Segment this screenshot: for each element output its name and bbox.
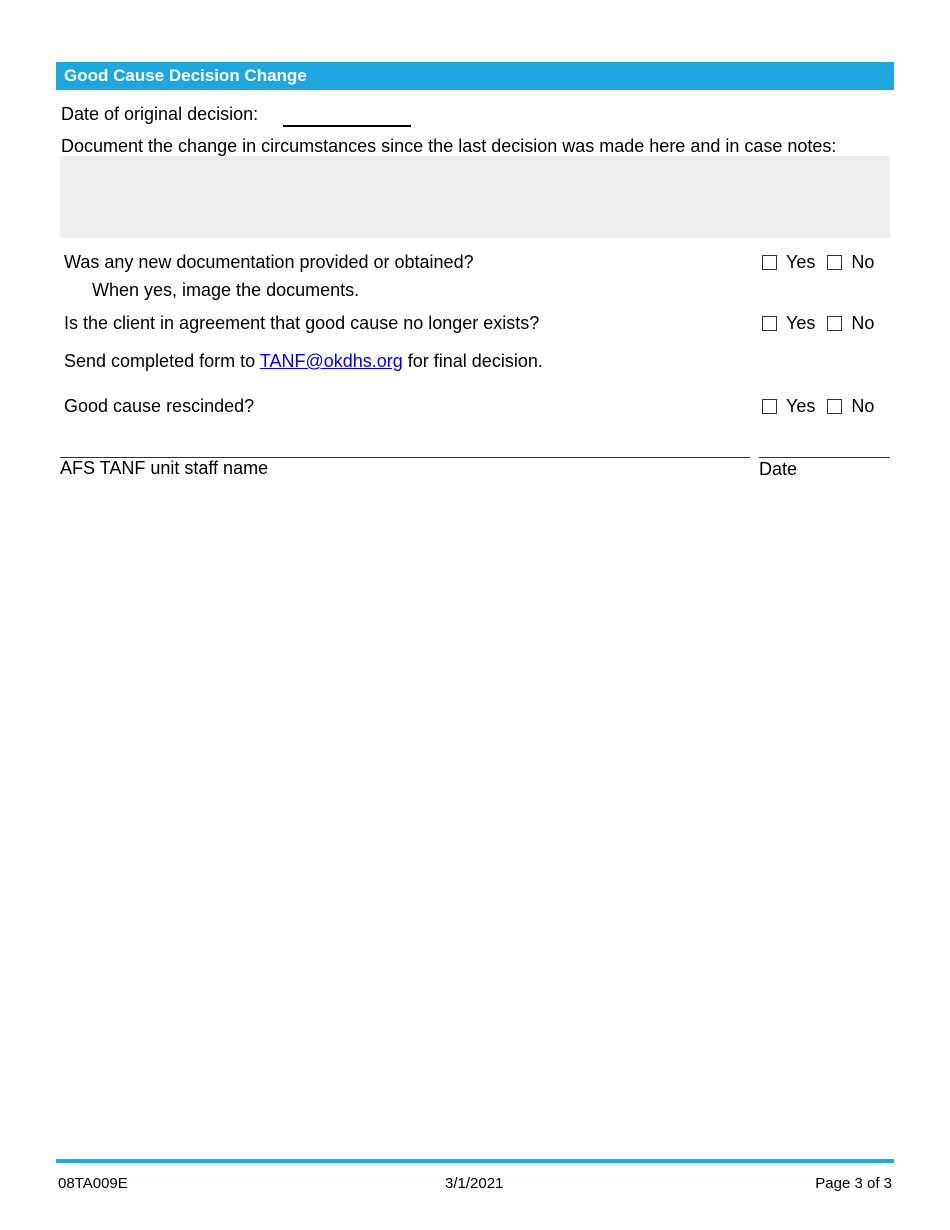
section-title: Good Cause Decision Change xyxy=(64,66,307,85)
section-header xyxy=(56,62,894,90)
no-checkbox[interactable] xyxy=(827,316,842,331)
staff-name-label: AFS TANF unit staff name xyxy=(60,458,269,478)
yes-label: Yes xyxy=(786,313,816,333)
question-good-cause-rescinded: Good cause rescinded? xyxy=(64,396,255,416)
no-checkbox[interactable] xyxy=(827,255,842,270)
yes-no-group-new-documentation xyxy=(762,251,874,273)
page-number: Page 3 of 3 xyxy=(815,1175,892,1192)
footer-rule xyxy=(56,1159,894,1163)
yes-checkbox[interactable] xyxy=(762,255,777,270)
change-doc-textarea[interactable] xyxy=(60,156,890,238)
change-doc-label: Document the change in circumstances since the last decision was made here and in case notes: xyxy=(61,136,837,156)
question-new-documentation-note: When yes, image the documents. xyxy=(92,280,360,300)
date-label: Date xyxy=(759,459,798,479)
revision-date: 3/1/2021 xyxy=(445,1175,504,1192)
no-checkbox[interactable] xyxy=(827,399,842,414)
no-label: No xyxy=(851,396,875,416)
original-decision-date-field[interactable] xyxy=(283,125,411,127)
send-instruction xyxy=(64,350,543,372)
send-prefix: Send completed form to xyxy=(64,351,260,371)
form-number: 08TA009E xyxy=(58,1175,128,1192)
original-decision-label: Date of original decision: xyxy=(61,104,259,124)
question-client-agreement: Is the client in agreement that good cause no longer exists? xyxy=(64,313,540,333)
yes-no-group-good-cause-rescinded xyxy=(762,395,874,417)
yes-label: Yes xyxy=(786,252,816,272)
no-label: No xyxy=(851,252,875,272)
question-new-documentation: Was any new documentation provided or obtained? xyxy=(64,252,474,272)
yes-no-group-client-agreement xyxy=(762,312,874,334)
yes-checkbox[interactable] xyxy=(762,316,777,331)
send-suffix: for final decision. xyxy=(402,351,543,371)
yes-checkbox[interactable] xyxy=(762,399,777,414)
no-label: No xyxy=(851,313,875,333)
email-link[interactable]: TANF@okdhs.org xyxy=(259,351,403,371)
yes-label: Yes xyxy=(786,396,816,416)
